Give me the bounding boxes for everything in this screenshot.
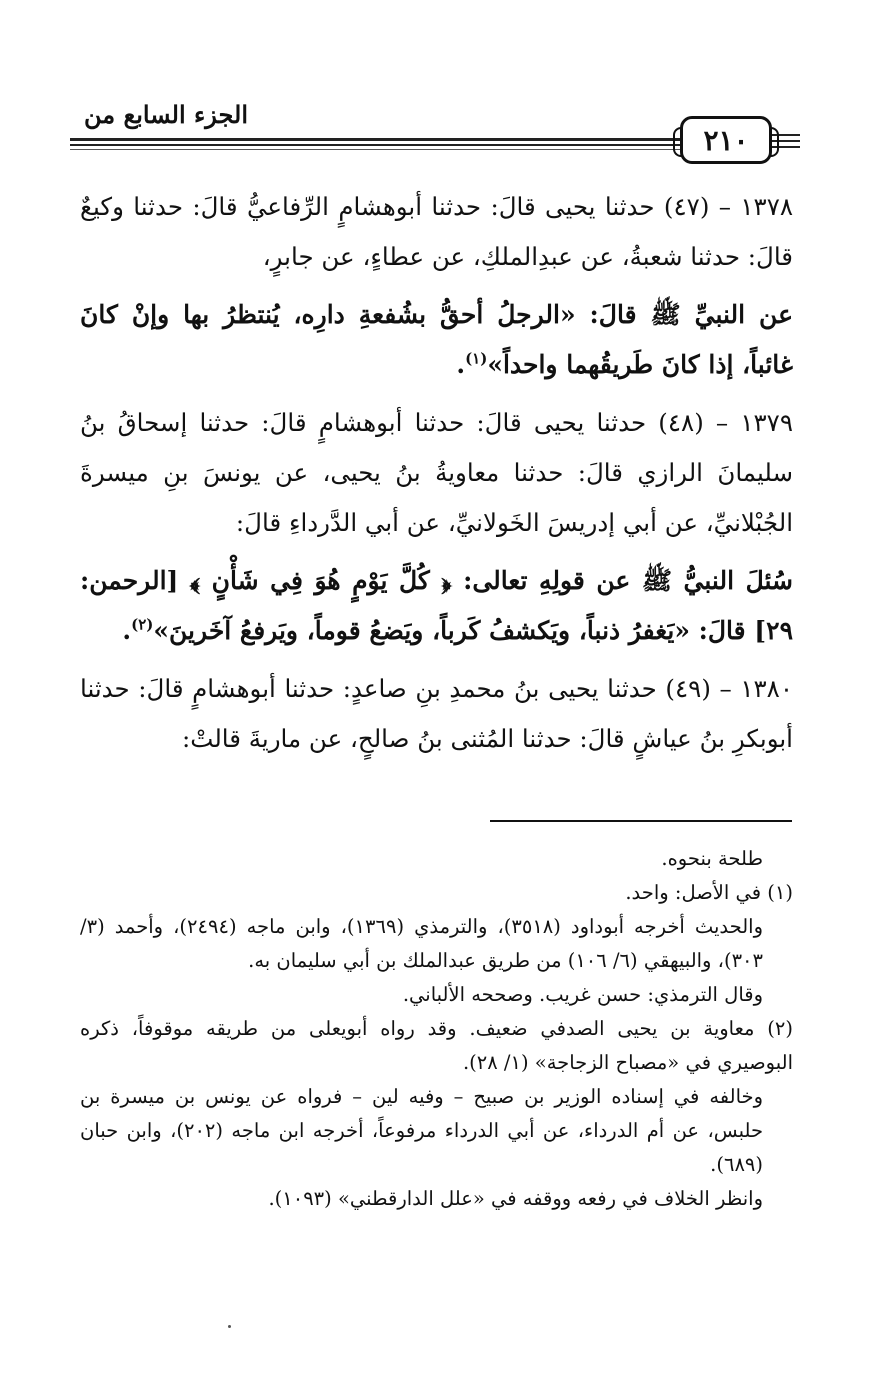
footnotes xyxy=(80,842,793,1216)
footnote-line: طلحة بنحوه. xyxy=(661,847,763,870)
hadith-matn: سُئلَ النبيُّ ﷺ عن قولِهِ تعالى: ﴿ كُلَّ يَوْمٍ هُوَ فِي شَأْنٍ ﴾ [الرحمن: ٢٩] قالَ: «يَغفرُ ذنباً، ويَكشفُ كَرباً، ويَضعُ قوماً، ويَرفعُ آخَرينَ»$^{(٢)}$. xyxy=(80,566,793,645)
running-head-title: الجزء السابع من xyxy=(84,100,248,129)
hadith-matn: عن النبيِّ ﷺ قالَ: «الرجلُ أحقُّ بشُفعةِ دارِه، يُنتظرُ بها وإنْ كانَ غائباً، إذا كانَ طَريقُهما واحداً»$^{(١)}$. xyxy=(80,300,793,379)
hadith-paragraph: ١٣٧٨ – (٤٧) حدثنا يحيى قالَ: حدثنا أبوهشامٍ الرِّفاعيُّ قالَ: حدثنا وكيعٌ قالَ: حدثنا شعبةُ، عن عبدِالملكِ، عن عطاءٍ، عن جابرٍ، xyxy=(80,192,794,271)
footnote-line: وقال الترمذي: حسن غريب. وصححه الألباني. xyxy=(402,983,763,1006)
header-rule xyxy=(70,149,680,150)
main-text xyxy=(80,182,793,764)
footnote-line: وخالفه في إسناده الوزير بن صبيح – وفيه لين – فرواه عن يونس بن ميسرة بن حلبس، عن أم الدرداء، عن أبي الدرداء مرفوعاً، أخرجه ابن ماجه (٢٠٢)، وابن حبان (٦٨٩). xyxy=(80,1085,763,1176)
footnote-line: (٢) معاوية بن يحيى الصدفي ضعيف. وقد رواه أبويعلى من طريقه موقوفاً، ذكره البوصيري في «مصباح الزجاجة» (١/ ٢٨). xyxy=(80,1017,793,1074)
footnote-marker: (١) xyxy=(465,349,488,368)
header-rule xyxy=(70,138,680,141)
footnote-separator xyxy=(490,820,792,822)
page-number: ٢١٠ xyxy=(703,123,749,157)
header-rule xyxy=(70,144,680,146)
page-number-box xyxy=(680,116,772,164)
footnote-line: والحديث أخرجه أبوداود (٣٥١٨)، والترمذي (١٣٦٩)، وابن ماجه (٢٤٩٤)، وأحمد (٣/ ٣٠٣)، والبيهقي (٦/ ١٠٦) من طريق عبدالملك بن أبي سليمان به. xyxy=(80,915,763,972)
page-header xyxy=(70,98,800,170)
footnote-marker: (٢) xyxy=(131,615,154,634)
footnote-line: (١) في الأصل: واحد. xyxy=(625,881,793,904)
footnote-line: وانظر الخلاف في رفعه ووقفه في «علل الدارقطني» (١٠٩٣). xyxy=(268,1187,763,1210)
hadith-paragraph: ١٣٧٩ – (٤٨) حدثنا يحيى قالَ: حدثنا أبوهشامٍ قالَ: حدثنا إسحاقُ بنُ سليمانَ الرازي قالَ: حدثنا معاويةُ بنُ يحيى، عن يونسَ بنِ ميسرةَ الجُبْلانيِّ، عن أبي إدريسَ الخَولانيِّ، عن أبي الدَّرداءِ قالَ: xyxy=(80,408,793,537)
print-speck xyxy=(228,1325,231,1328)
hadith-paragraph: ١٣٨٠ – (٤٩) حدثنا يحيى بنُ محمدِ بنِ صاعدٍ: حدثنا أبوهشامٍ قالَ: حدثنا أبوبكرِ بنُ عياشٍ قالَ: حدثنا المُثنى بنُ صالحٍ، عن ماريةَ قالتْ: xyxy=(80,674,793,753)
